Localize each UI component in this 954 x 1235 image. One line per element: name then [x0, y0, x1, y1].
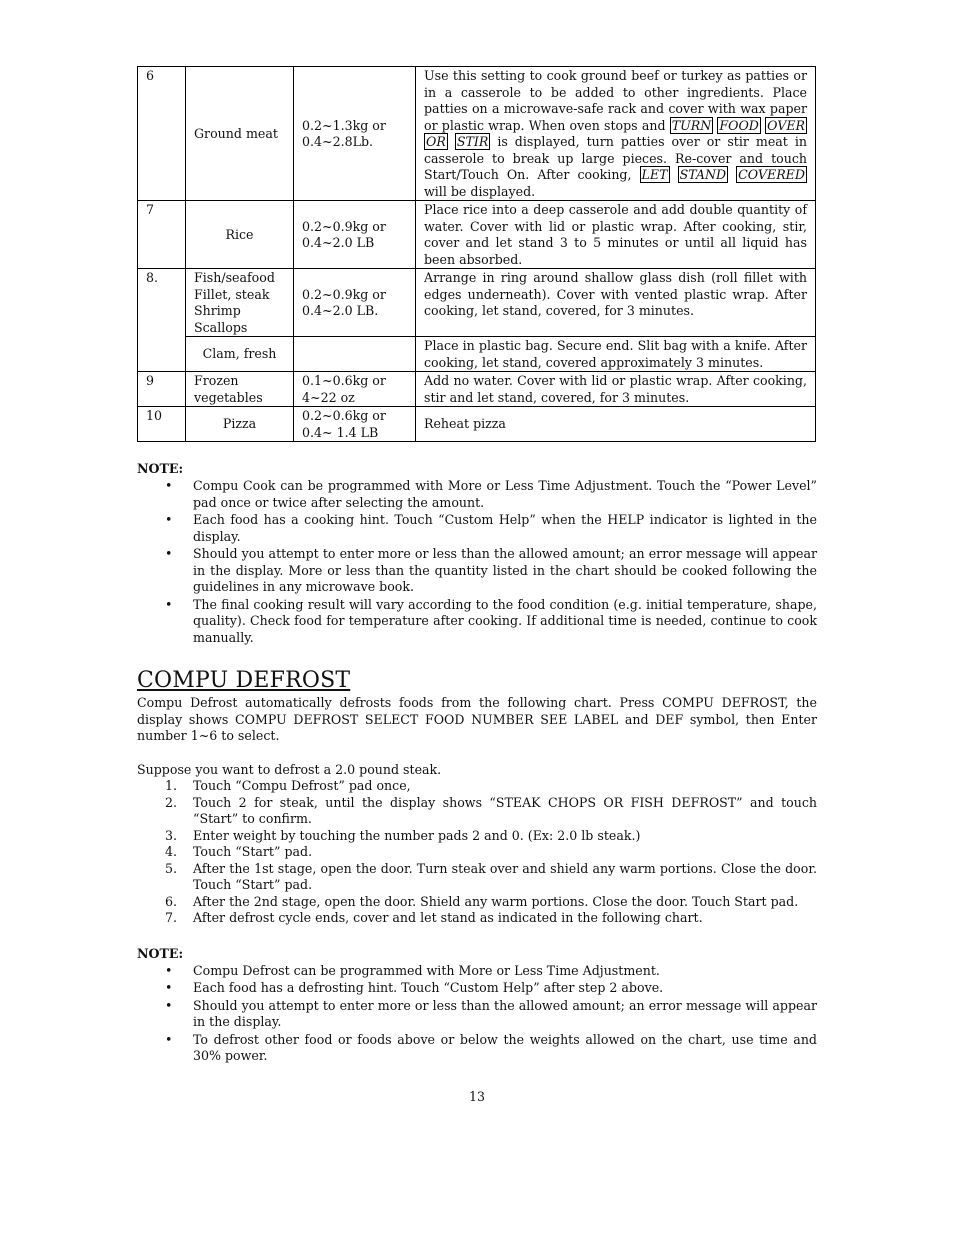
- section-heading: COMPU DEFROST: [137, 668, 351, 693]
- step-text: After the 2nd stage, open the door. Shield any warm portions. Close the door. Touch Start pad.: [193, 893, 799, 909]
- food-amount: [294, 337, 416, 372]
- list-item: [137, 998, 817, 1031]
- step-number: 2.: [165, 794, 178, 810]
- step-text: Enter weight by touching the number pads 2 and 0. (Ex: 2.0 lb steak.): [193, 827, 641, 843]
- food-name: [186, 269, 294, 337]
- food-amount: 0.2~0.9kg or 0.4~2.0 LB: [294, 201, 416, 269]
- step-item: [137, 861, 817, 894]
- display-word: OR: [426, 134, 446, 149]
- note-list: [137, 478, 817, 646]
- display-word: OVER: [767, 117, 805, 133]
- food-number: 8.: [138, 269, 186, 372]
- table-row: [138, 269, 816, 337]
- hint-text: will be displayed.: [424, 183, 536, 199]
- note-title: NOTE:: [137, 945, 184, 961]
- display-word: TURN: [671, 117, 712, 133]
- note-text: The final cooking result will vary according to the food condition (e.g. initial temperature, shape, quality). Check food for temperature after cooking. If additional time is needed, continue to cook manually.: [193, 596, 817, 645]
- table-row: [138, 407, 816, 442]
- display-word: FOOD: [719, 117, 759, 133]
- bullet-icon: •: [165, 997, 173, 1013]
- cooking-hint: Add no water. Cover with lid or plastic wrap. After cooking, stir and let stand, covered, for 3 minutes.: [416, 372, 816, 407]
- food-amount: 0.2~0.9kg or 0.4~2.0 LB.: [294, 269, 416, 337]
- step-text: After the 1st stage, open the door. Turn steak over and shield any warm portions. Close the door. Touch “Start” pad.: [193, 860, 817, 892]
- step-text: Touch 2 for steak, until the display shows “STEAK CHOPS OR FISH DEFROST” and touch “Start” to confirm.: [193, 794, 817, 826]
- food-number: 6: [138, 67, 186, 201]
- table-row: [138, 201, 816, 269]
- food-number: 10: [138, 407, 186, 442]
- steps-list: [137, 778, 817, 927]
- table-row: [138, 67, 816, 201]
- page-number: 13: [468, 1089, 486, 1104]
- step-number: 3.: [165, 827, 178, 843]
- note-title: NOTE:: [137, 461, 184, 476]
- food-number: 9: [138, 372, 186, 407]
- hint-text: Use this setting to cook ground beef or turkey as patties or in a casserole to be added to other ingredients. Place patties on a microwave-safe rack and cover with wax paper or plastic wrap. When oven stops and: [424, 68, 807, 133]
- note-text: Compu Cook can be programmed with More or Less Time Adjustment. Touch the “Power Level” pad once or twice after selecting the amount.: [193, 478, 817, 510]
- note-text: Each food has a defrosting hint. Touch “Custom Help” after step 2 above.: [193, 980, 664, 995]
- bullet-icon: •: [165, 596, 173, 612]
- display-word: LET: [641, 167, 668, 182]
- step-item: [137, 778, 817, 795]
- food-name-line: Fish/seafood: [194, 270, 275, 285]
- list-item: [137, 512, 817, 545]
- list-item: [137, 597, 817, 647]
- note-text: To defrost other food or foods above or below the weights allowed on the chart, use time and 30% power.: [193, 1031, 817, 1063]
- food-name: Rice: [186, 201, 294, 269]
- example-paragraph: Suppose you want to defrost a 2.0 pound steak.: [137, 761, 442, 777]
- display-word: STAND: [679, 167, 727, 182]
- bullet-icon: •: [165, 980, 173, 995]
- step-item: [137, 795, 817, 828]
- list-item: [137, 980, 817, 997]
- cooking-hint: Arrange in ring around shallow glass dish (roll fillet with edges underneath). Cover with vented plastic wrap. After cooking, let stand, covered, for 3 minutes.: [416, 269, 816, 337]
- note-text: Each food has a cooking hint. Touch “Custom Help” when the HELP indicator is lighted in the display.: [193, 512, 817, 544]
- step-number: 6.: [165, 893, 178, 909]
- step-item: [137, 828, 817, 845]
- food-amount: 0.2~0.6kg or 0.4~ 1.4 LB: [294, 407, 416, 442]
- note-text: Compu Defrost can be programmed with More or Less Time Adjustment.: [193, 962, 660, 978]
- step-text: Touch “Compu Defrost” pad once,: [193, 778, 411, 793]
- food-number: 7: [138, 201, 186, 269]
- cooking-hint: Reheat pizza: [416, 407, 816, 442]
- cooking-hint: Place in plastic bag. Secure end. Slit bag with a knife. After cooking, let stand, covered approximately 3 minutes.: [416, 337, 816, 372]
- food-name-line: Fillet, steak: [194, 286, 270, 302]
- step-number: 7.: [165, 910, 178, 925]
- food-name-line: Shrimp: [194, 303, 241, 318]
- step-item: [137, 894, 817, 911]
- cooking-hint: Place rice into a deep casserole and add double quantity of water. Cover with lid or plastic wrap. After cooking, stir, cover and let stand 3 to 5 minutes or until all liquid has been absorbed.: [416, 201, 816, 269]
- food-amount: 0.1~0.6kg or 4~22 oz: [294, 372, 416, 407]
- compu-cook-chart: [137, 66, 816, 442]
- note-text: Should you attempt to enter more or less than the allowed amount; an error message will appear in the display. More or less than the quantity listed in the chart should be cooked following the guidelines in any microwave book.: [193, 546, 817, 594]
- step-number: 1.: [165, 778, 178, 793]
- food-name: Ground meat: [186, 67, 294, 201]
- note-text: Should you attempt to enter more or less than the allowed amount; an error message will appear in the display.: [193, 997, 817, 1029]
- display-word: STIR: [456, 134, 489, 149]
- food-amount: 0.2~1.3kg or 0.4~2.8Lb.: [294, 67, 416, 201]
- bullet-icon: •: [165, 962, 173, 978]
- bullet-icon: •: [165, 478, 173, 493]
- cooking-hint: [416, 67, 816, 201]
- food-name: Frozen vegetables: [186, 372, 294, 407]
- step-item: [137, 910, 817, 927]
- bullet-icon: •: [165, 512, 173, 527]
- page-content: [137, 66, 817, 1066]
- display-word: COVERED: [738, 167, 805, 182]
- intro-paragraph: Compu Defrost automatically defrosts foods from the following chart. Press COMPU DEFROST, the display shows COMPU DEFROST SELECT FOOD NUMBER SEE LABEL and DEF symbol, then Enter number 1~6 to select.: [137, 695, 817, 743]
- note-list: [137, 963, 817, 1065]
- step-number: 4.: [165, 844, 178, 859]
- step-text: After defrost cycle ends, cover and let stand as indicated in the following chart.: [193, 910, 703, 925]
- table-row: [138, 337, 816, 372]
- bullet-icon: •: [165, 1031, 173, 1047]
- list-item: [137, 478, 817, 511]
- table-row: [138, 372, 816, 407]
- list-item: [137, 1032, 817, 1065]
- step-text: Touch “Start” pad.: [193, 844, 313, 859]
- list-item: [137, 963, 817, 980]
- food-name: Clam, fresh: [186, 337, 294, 372]
- food-name-line: Scallops: [194, 319, 248, 335]
- list-item: [137, 546, 817, 596]
- hint-text: is displayed, turn patties over or stir meat in casserole to break up large pieces. Re-cover and touch Start/Touch On. After cooking,: [424, 134, 807, 182]
- step-number: 5.: [165, 860, 178, 876]
- step-item: [137, 844, 817, 861]
- food-name: Pizza: [186, 407, 294, 442]
- bullet-icon: •: [165, 546, 173, 561]
